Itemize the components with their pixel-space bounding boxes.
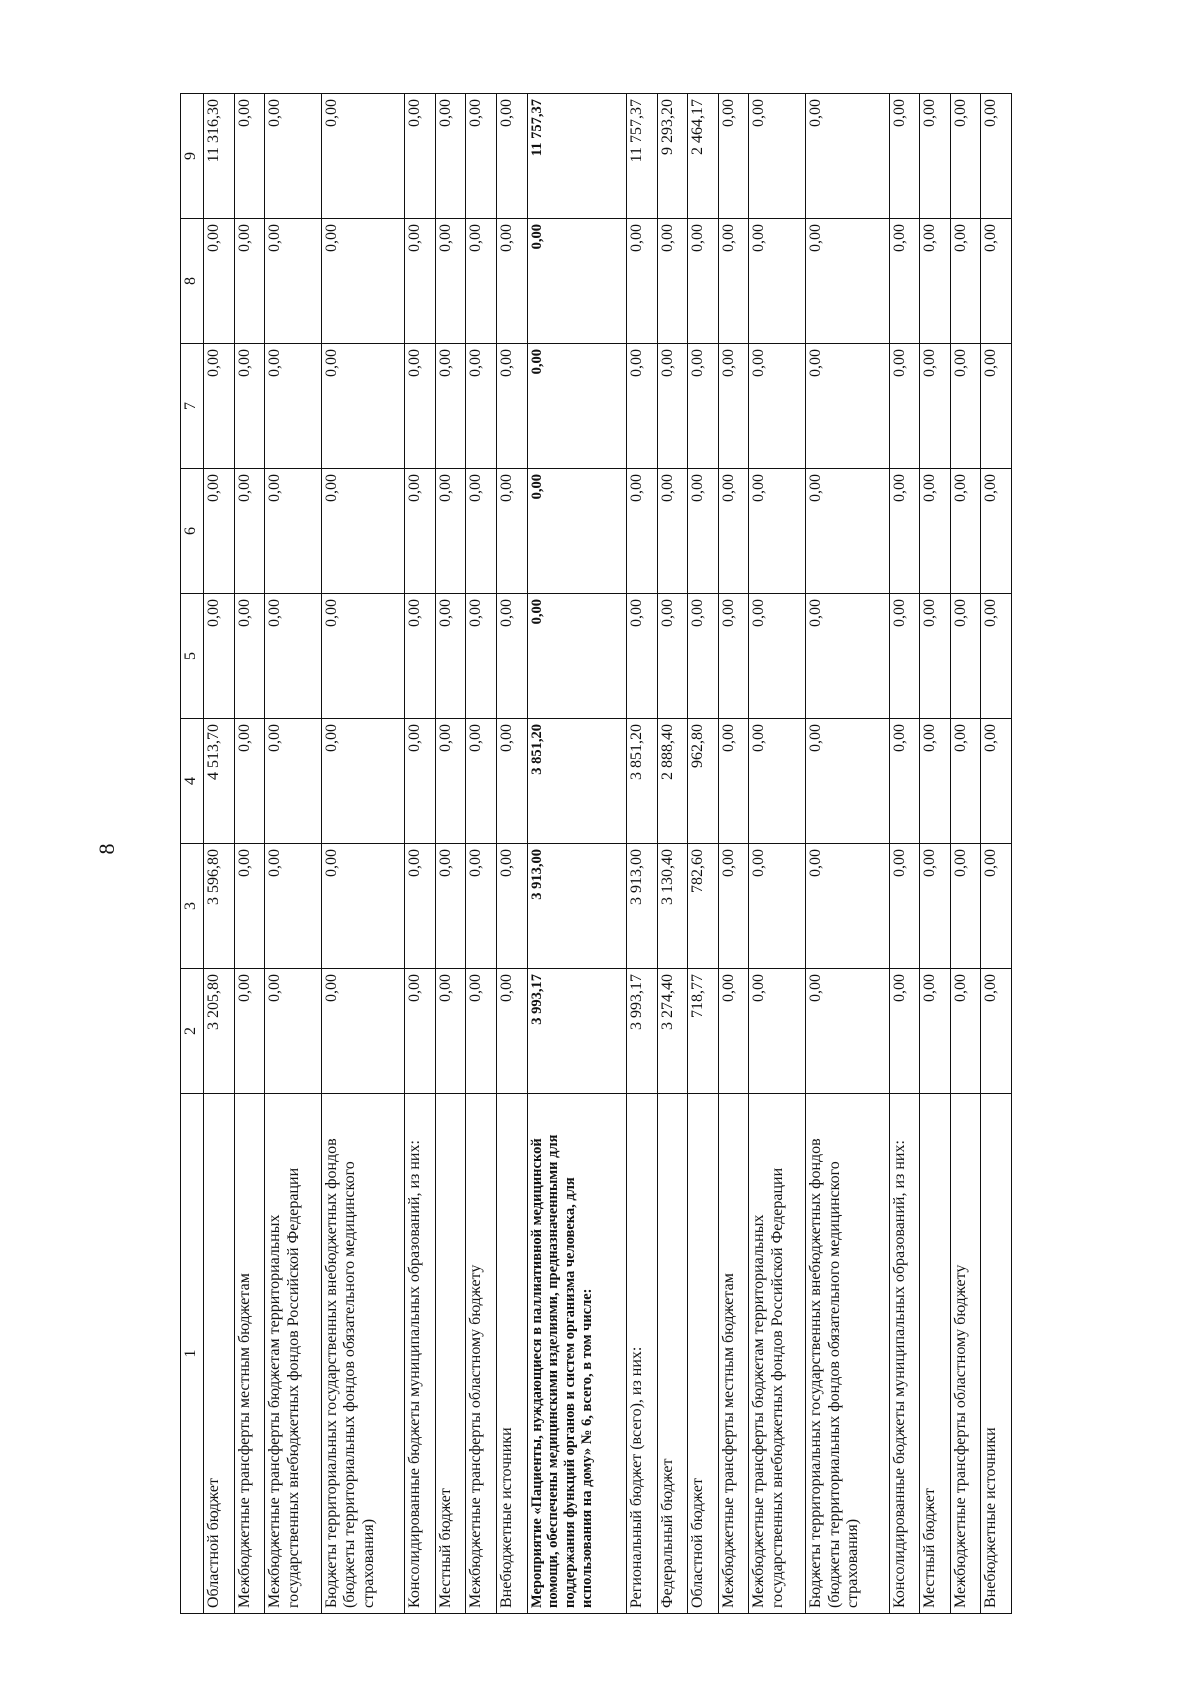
table-cell: 0,00 [718,94,749,219]
table-body [204,94,1012,1614]
table-cell: 0,00 [920,219,951,344]
table-cell: 0,00 [749,344,806,469]
table-cell: 0,00 [688,344,719,469]
table-cell: 0,00 [981,219,1012,344]
table-cell: 4 513,70 [204,719,235,844]
table-cell: 0,00 [889,469,920,594]
budget-table [180,93,1012,1614]
table-cell: 0,00 [435,344,466,469]
table-cell: 0,00 [405,969,436,1094]
table-cell: 0,00 [322,719,405,844]
page-number: 8 [94,843,119,855]
table-cell: 0,00 [405,844,436,969]
table-cell: 0,00 [981,344,1012,469]
table-cell: 0,00 [950,219,981,344]
column-header: 6 [181,469,204,594]
table-cell: 0,00 [466,594,497,719]
table-cell: 0,00 [405,94,436,219]
table-cell: 0,00 [322,344,405,469]
table-cell: 0,00 [920,344,951,469]
table-cell: 0,00 [981,719,1012,844]
column-header: 4 [181,719,204,844]
table-cell: 0,00 [435,94,466,219]
row-label: Консолидированные бюджеты муниципальных образований, из них: [889,1094,920,1614]
table-row [496,94,527,1614]
table-cell: 0,00 [981,94,1012,219]
table-cell: 0,00 [204,219,235,344]
row-label: Межбюджетные трансферты областному бюджету [466,1094,497,1614]
table-cell: 0,00 [981,844,1012,969]
table-cell: 0,00 [718,469,749,594]
table-cell: 0,00 [466,719,497,844]
column-header: 3 [181,844,204,969]
table-cell: 0,00 [265,219,322,344]
table-cell: 0,00 [889,594,920,719]
table-cell: 0,00 [920,969,951,1094]
table-cell: 0,00 [234,719,265,844]
row-label: Внебюджетные источники [981,1094,1012,1614]
column-header: 1 [181,1094,204,1614]
table-cell: 0,00 [889,969,920,1094]
table-cell: 0,00 [920,844,951,969]
table-cell: 782,60 [688,844,719,969]
table-cell: 0,00 [718,219,749,344]
row-label: Межбюджетные трансферты бюджетам территориальных государственных внебюджетных фондов Российской Федерации [749,1094,806,1614]
table-cell: 0,00 [466,844,497,969]
table-row [688,94,719,1614]
row-label: Межбюджетные трансферты местным бюджетам [718,1094,749,1614]
table-row [405,94,436,1614]
table-cell: 0,00 [496,969,527,1094]
table-cell: 0,00 [718,969,749,1094]
table-cell: 0,00 [806,719,889,844]
table-row [749,94,806,1614]
table-cell: 3 274,40 [657,969,688,1094]
table-cell: 0,00 [435,469,466,594]
column-header: 8 [181,219,204,344]
table-cell: 0,00 [688,469,719,594]
table-cell: 0,00 [405,719,436,844]
table-row [657,94,688,1614]
table-cell: 0,00 [527,219,627,344]
table-cell: 0,00 [950,94,981,219]
table-cell: 0,00 [718,719,749,844]
table-cell: 0,00 [435,719,466,844]
table-cell: 0,00 [435,969,466,1094]
table-cell: 0,00 [265,469,322,594]
table-cell: 2 464,17 [688,94,719,219]
table-cell: 0,00 [950,719,981,844]
table-cell: 3 851,20 [527,719,627,844]
table-cell: 3 913,00 [527,844,627,969]
table-cell: 0,00 [950,844,981,969]
table-cell: 0,00 [806,344,889,469]
table-cell: 0,00 [265,969,322,1094]
table-row [322,94,405,1614]
table-cell: 0,00 [920,94,951,219]
table-cell: 0,00 [627,469,658,594]
table-cell: 0,00 [496,94,527,219]
table-cell: 0,00 [234,969,265,1094]
table-row [527,94,627,1614]
table-cell: 0,00 [749,219,806,344]
table-cell: 0,00 [718,344,749,469]
row-label: Межбюджетные трансферты бюджетам территориальных государственных внебюджетных фондов Российской Федерации [265,1094,322,1614]
table-cell: 9 293,20 [657,94,688,219]
table-cell: 0,00 [204,344,235,469]
table-cell: 0,00 [749,719,806,844]
table-cell: 11 757,37 [627,94,658,219]
table-cell: 0,00 [234,594,265,719]
table-cell: 0,00 [718,844,749,969]
table-cell: 0,00 [981,969,1012,1094]
table-cell: 0,00 [234,219,265,344]
table-cell: 3 993,17 [627,969,658,1094]
table-row [718,94,749,1614]
table-cell: 0,00 [527,594,627,719]
table-cell: 0,00 [527,469,627,594]
table-cell: 0,00 [496,844,527,969]
table-cell: 0,00 [981,469,1012,594]
table-cell: 0,00 [657,469,688,594]
table-cell: 0,00 [405,594,436,719]
table-cell: 0,00 [950,969,981,1094]
row-label: Федеральный бюджет [657,1094,688,1614]
column-header: 9 [181,94,204,219]
table-cell: 0,00 [889,219,920,344]
table-row [265,94,322,1614]
table-cell: 0,00 [981,594,1012,719]
column-header: 7 [181,344,204,469]
table-cell: 0,00 [322,219,405,344]
table-cell: 2 888,40 [657,719,688,844]
table-cell: 0,00 [627,344,658,469]
table-cell: 3 913,00 [627,844,658,969]
table-cell: 718,77 [688,969,719,1094]
table-cell: 0,00 [806,969,889,1094]
table-cell: 0,00 [234,344,265,469]
table-cell: 0,00 [466,969,497,1094]
table-cell: 0,00 [265,719,322,844]
column-header: 2 [181,969,204,1094]
table-cell: 0,00 [435,594,466,719]
table-cell: 0,00 [265,344,322,469]
table-cell: 0,00 [657,594,688,719]
table-cell: 0,00 [889,719,920,844]
table-cell: 0,00 [265,594,322,719]
table-cell: 0,00 [234,844,265,969]
table-cell: 0,00 [496,719,527,844]
table-cell: 3 851,20 [627,719,658,844]
table-row [435,94,466,1614]
table-cell: 0,00 [920,469,951,594]
table-cell: 0,00 [806,844,889,969]
table-cell: 0,00 [749,94,806,219]
table-cell: 0,00 [627,594,658,719]
table-cell: 3 205,80 [204,969,235,1094]
table-row [920,94,951,1614]
table-cell: 0,00 [688,219,719,344]
table-row [627,94,658,1614]
table-cell: 0,00 [806,219,889,344]
table-cell: 0,00 [234,469,265,594]
table-row [466,94,497,1614]
table-cell: 0,00 [950,594,981,719]
table-cell: 0,00 [496,344,527,469]
table-cell: 0,00 [889,844,920,969]
table-cell: 0,00 [920,719,951,844]
table-cell: 0,00 [688,594,719,719]
table-cell: 0,00 [435,219,466,344]
table-header-row [181,94,204,1614]
table-row [234,94,265,1614]
table-cell: 0,00 [265,844,322,969]
table-cell: 0,00 [405,344,436,469]
table-cell: 0,00 [466,219,497,344]
table-cell: 0,00 [322,469,405,594]
table-cell: 0,00 [405,219,436,344]
table-cell: 0,00 [920,594,951,719]
row-label: Консолидированные бюджеты муниципальных образований, из них: [405,1094,436,1614]
table-cell: 0,00 [950,344,981,469]
row-label: Областной бюджет [688,1094,719,1614]
table-cell: 0,00 [322,94,405,219]
table-cell: 0,00 [718,594,749,719]
table-cell: 3 130,40 [657,844,688,969]
table-cell: 0,00 [466,469,497,594]
row-label: Бюджеты территориальных государственных внебюджетных фондов (бюджеты территориальных фондов обязательного медицинского страхования) [806,1094,889,1614]
table-cell: 3 596,80 [204,844,235,969]
table-cell: 0,00 [322,844,405,969]
table-cell: 0,00 [435,844,466,969]
column-header: 5 [181,594,204,719]
table-cell: 0,00 [950,469,981,594]
row-label: Бюджеты территориальных государственных внебюджетных фондов (бюджеты территориальных фондов обязательного медицинского страхования) [322,1094,405,1614]
table-row [950,94,981,1614]
table-cell: 0,00 [657,219,688,344]
table-cell: 0,00 [204,594,235,719]
table-cell: 0,00 [806,469,889,594]
table-cell: 0,00 [204,469,235,594]
table-cell: 0,00 [806,594,889,719]
table-cell: 0,00 [265,94,322,219]
table-cell: 0,00 [889,344,920,469]
table-cell: 0,00 [496,219,527,344]
table-cell: 0,00 [749,969,806,1094]
table-cell: 0,00 [496,594,527,719]
table-cell: 0,00 [322,969,405,1094]
table-cell: 0,00 [234,94,265,219]
row-label: Областной бюджет [204,1094,235,1614]
row-label: Внебюджетные источники [496,1094,527,1614]
table-cell: 0,00 [466,94,497,219]
table-cell: 0,00 [749,844,806,969]
table-cell: 0,00 [657,344,688,469]
table-cell: 0,00 [806,94,889,219]
row-label: Межбюджетные трансферты местным бюджетам [234,1094,265,1614]
table-row [806,94,889,1614]
table-cell: 0,00 [466,344,497,469]
table-cell: 0,00 [322,594,405,719]
rotated-table-container [180,94,1012,1614]
row-label: Местный бюджет [920,1094,951,1614]
table-cell: 11 757,37 [527,94,627,219]
table-cell: 0,00 [496,469,527,594]
table-cell: 0,00 [627,219,658,344]
row-label: Местный бюджет [435,1094,466,1614]
row-label: Региональный бюджет (всего), из них: [627,1094,658,1614]
table-cell: 0,00 [527,344,627,469]
table-row [204,94,235,1614]
row-label: Мероприятие «Пациенты, нуждающиеся в паллиативной медицинской помощи, обеспечены медицинскими изделиями, предназначенными для поддержания функций органов и систем организма человека, для использования на дому» № 6, всего, в том числе: [527,1094,627,1614]
table-cell: 0,00 [749,594,806,719]
table-cell: 0,00 [889,94,920,219]
table-row [889,94,920,1614]
table-cell: 11 316,30 [204,94,235,219]
table-cell: 0,00 [405,469,436,594]
row-label: Межбюджетные трансферты областному бюджету [950,1094,981,1614]
table-cell: 0,00 [749,469,806,594]
table-cell: 962,80 [688,719,719,844]
table-cell: 3 993,17 [527,969,627,1094]
table-row [981,94,1012,1614]
